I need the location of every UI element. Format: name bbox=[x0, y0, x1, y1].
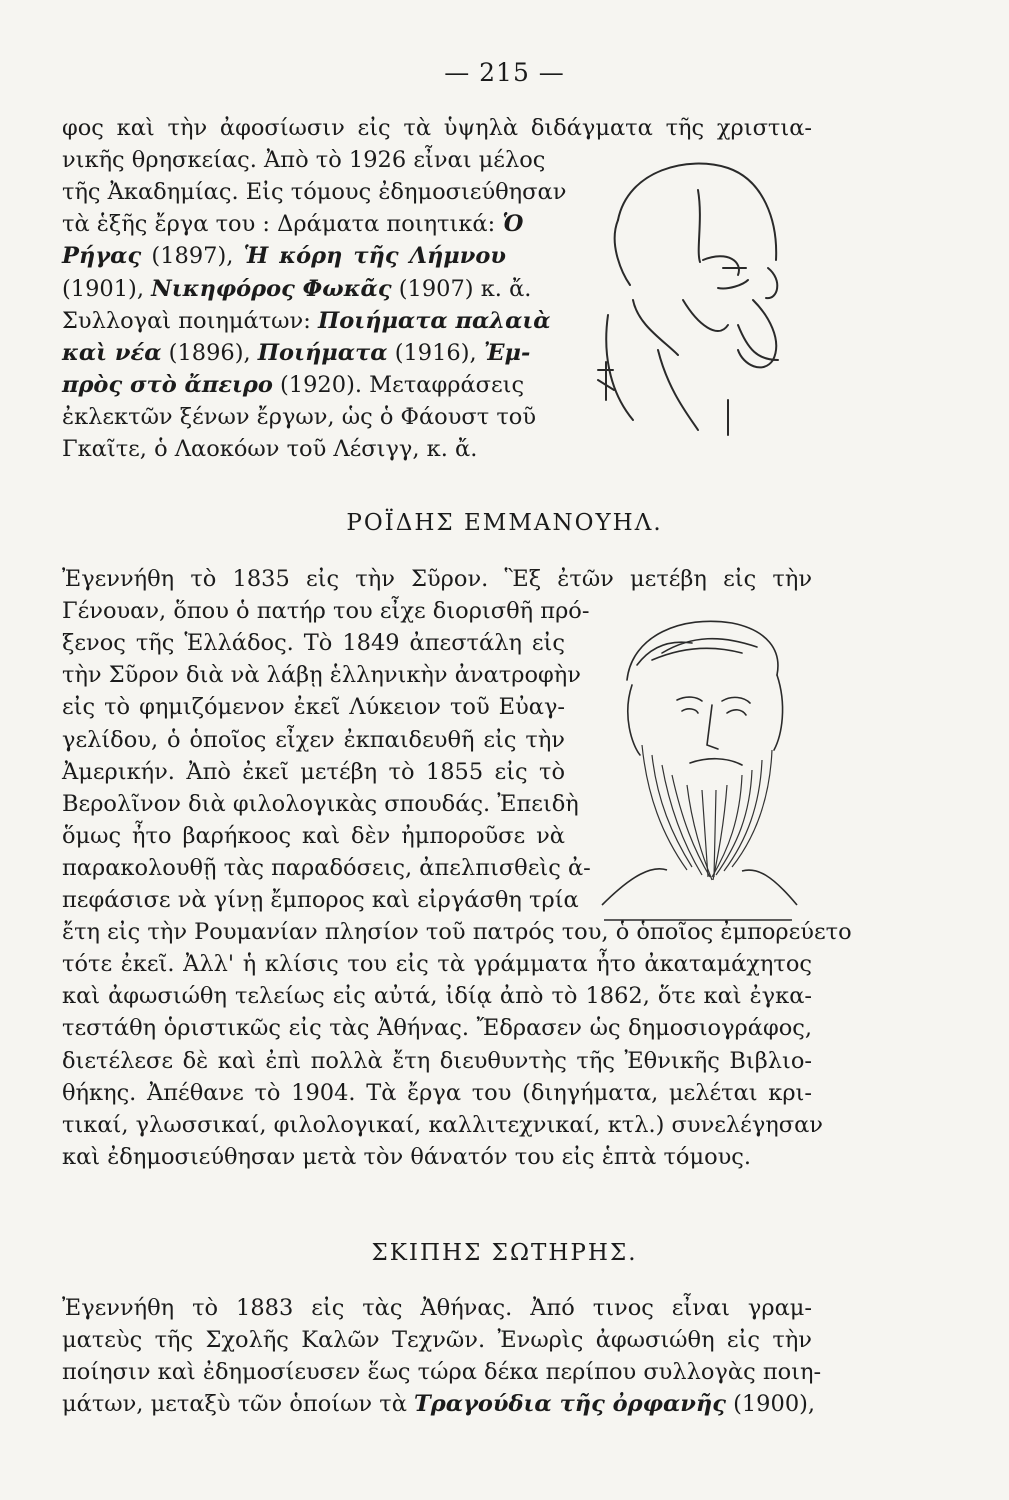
bold-title-span: Ποιήματα παλαιὰ bbox=[317, 307, 551, 334]
text-span: Γένουαν, ὅπου ὁ πατήρ του εἶχε διορισθῆ πρό- bbox=[62, 598, 590, 625]
text-line bbox=[62, 337, 531, 369]
text-line bbox=[62, 1324, 812, 1356]
text-line bbox=[62, 176, 567, 208]
text-span: θήκης. Ἀπέθανε τὸ 1904. Τὰ ἔργα του (διηγήματα, μελέται κρι- bbox=[62, 1079, 812, 1106]
text-span: εἰς τὸ φημιζόμενον ἐκεῖ Λύκειον τοῦ Εὐαγ- bbox=[62, 694, 565, 721]
text-line bbox=[62, 691, 565, 723]
text-span: τὴν Σῦρον διὰ νὰ λάβῃ ἑλληνικὴν ἀνατροφὴν bbox=[62, 662, 581, 689]
text-span: νικῆς θρησκείας. Ἀπὸ τὸ 1926 εἶναι μέλος bbox=[62, 147, 546, 174]
text-span: γελίδου, ὁ ὁποῖος εἶχεν ἐκπαιδευθῆ εἰς τὴν bbox=[62, 726, 565, 753]
bold-title-span: Ρήγας bbox=[62, 243, 142, 270]
text-span: τῆς Ἀκαδημίας. Εἰς τόμους ἐδημοσιεύθησαν bbox=[62, 179, 567, 206]
text-line bbox=[62, 852, 591, 884]
skipis-heading: ΣΚΙΠΗΣ ΣΩΤΗΡΗΣ. bbox=[371, 1240, 638, 1266]
text-line bbox=[62, 240, 506, 272]
caricature-portrait bbox=[578, 150, 798, 450]
text-line bbox=[62, 627, 565, 659]
text-line bbox=[62, 1012, 812, 1044]
text-line bbox=[62, 305, 551, 337]
text-span: Συλλογαὶ ποιημάτων: bbox=[62, 307, 318, 334]
page-number: — 215 — bbox=[444, 58, 565, 87]
text-span: Ἀμερικήν. Ἀπὸ ἐκεῖ μετέβη τὸ 1855 εἰς τὸ bbox=[62, 758, 565, 785]
text-span: (1897), bbox=[141, 243, 244, 270]
text-span: (1920). Μεταφράσεις bbox=[272, 371, 525, 398]
bold-title-span: Τραγούδια τῆς ὀρφανῆς bbox=[414, 1391, 726, 1418]
text-span: καὶ ἐδημοσιεύθησαν μετὰ τὸν θάνατόν του εἰς ἑπτὰ τόμους. bbox=[62, 1143, 752, 1170]
text-span: τότε ἐκεῖ. Ἀλλ' ἡ κλίσις του εἰς τὰ γράμματα ἦτο ἀκαταμάχητος bbox=[62, 951, 812, 978]
text-line bbox=[62, 401, 537, 433]
text-span: φος καὶ τὴν ἀφοσίωσιν εἰς τὰ ὑψηλὰ διδάγματα τῆς χριστια- bbox=[62, 115, 812, 141]
text-span: Γκαῖτε, ὁ Λαοκόων τοῦ Λέσιγγ, κ. ἄ. bbox=[62, 436, 478, 462]
text-line bbox=[62, 595, 590, 627]
text-line bbox=[62, 980, 812, 1012]
text-line bbox=[62, 788, 579, 820]
text-span: ματεὺς τῆς Σχολῆς Καλῶν Τεχνῶν. Ἐνωρὶς ἀφωσιώθη εἰς τὴν bbox=[62, 1327, 812, 1354]
text-span: (1900), bbox=[725, 1391, 816, 1418]
text-line bbox=[62, 1109, 823, 1141]
bold-title-span: Ποιήματα bbox=[257, 339, 388, 366]
bold-title-span: Ὁ bbox=[502, 211, 524, 238]
bold-title-span: Νικηφόρος Φωκᾶς bbox=[151, 275, 392, 302]
text-line bbox=[62, 112, 812, 144]
text-span: καὶ ἀφωσιώθη τελείως εἰς αὐτά, ἰδίᾳ ἀπὸ τὸ 1862, ὅτε καὶ ἐγκα- bbox=[62, 983, 812, 1010]
text-span: μάτων, μεταξὺ τῶν ὁποίων τὰ bbox=[62, 1391, 415, 1418]
text-line bbox=[62, 433, 506, 465]
text-line bbox=[62, 884, 579, 916]
text-line bbox=[62, 724, 565, 756]
text-span: τικαί, γλωσσικαί, φιλολογικαί, καλλιτεχνικαί, κτλ.) συνελέγησαν bbox=[62, 1111, 823, 1138]
text-line bbox=[62, 1077, 812, 1109]
text-span: Ἐγεννήθη τὸ 1883 εἰς τὰς Ἀθήνας. Ἀπό τινος εἶναι γραμ- bbox=[62, 1295, 812, 1321]
bold-title-span: Ἡ κόρη τῆς Λήμνου bbox=[243, 243, 507, 270]
text-line bbox=[62, 948, 812, 980]
text-line bbox=[62, 1045, 812, 1077]
bold-title-span: καὶ νέα bbox=[62, 339, 162, 366]
text-span: Ἐγεννήθη τὸ 1835 εἰς τὴν Σῦρον. Ἓξ ἐτῶν μετέβη εἰς τὴν bbox=[62, 566, 812, 592]
text-span: ξενος τῆς Ἑλλάδος. Τὸ 1849 ἀπεστάλη εἰς bbox=[62, 630, 565, 657]
text-line bbox=[62, 659, 581, 691]
roidis-portrait bbox=[592, 605, 807, 925]
text-span: διετέλεσε δὲ καὶ ἐπὶ πολλὰ ἔτη διευθυντὴς τῆς Ἐθνικῆς Βιβλιο- bbox=[62, 1047, 812, 1074]
text-line bbox=[62, 1356, 822, 1388]
text-span: (1896), bbox=[161, 339, 258, 366]
text-line bbox=[62, 1388, 816, 1420]
bold-title-span: πρὸς στὸ ἄπειρο bbox=[62, 371, 273, 398]
text-span: ἐκλεκτῶν ξένων ἔργων, ὡς ὁ Φάουστ τοῦ bbox=[62, 403, 537, 430]
text-span: (1916), bbox=[387, 339, 484, 366]
text-span: παρακολουθῇ τὰς παραδόσεις, ἀπελπισθεὶς ἀ- bbox=[62, 854, 591, 881]
text-span: (1907) κ. ἄ. bbox=[391, 275, 532, 302]
roidis-heading: ΡΟΪΔΗΣ ΕΜΜΑΝΟΥΗΛ. bbox=[346, 510, 663, 536]
text-line bbox=[62, 1292, 812, 1324]
text-span: πεφάσισε νὰ γίνῃ ἔμπορος καὶ εἰργάσθη τρία bbox=[62, 887, 579, 913]
text-span: ποίησιν καὶ ἐδημοσίευσεν ἕως τώρα δέκα περίπου συλλογὰς ποιη- bbox=[62, 1359, 822, 1386]
text-line bbox=[62, 1141, 812, 1173]
text-line bbox=[62, 273, 532, 305]
text-span: (1901), bbox=[62, 275, 152, 302]
text-span: τεστάθη ὁριστικῶς εἰς τὰς Ἀθήνας. Ἔδρασεν ὡς δημοσιογράφος, bbox=[62, 1015, 812, 1042]
text-line bbox=[62, 369, 525, 401]
text-line bbox=[62, 820, 565, 852]
text-line bbox=[62, 144, 546, 176]
text-line bbox=[62, 563, 812, 595]
text-span: Βερολῖνον διὰ φιλολογικὰς σπουδάς. Ἐπειδὴ bbox=[62, 790, 579, 817]
text-span: ὅμως ἦτο βαρήκοος καὶ δὲν ἠμποροῦσε νὰ bbox=[62, 822, 565, 849]
bold-title-span: Ἐμ- bbox=[483, 339, 531, 366]
text-span: τὰ ἑξῆς ἔργα του : Δράματα ποιητικά: bbox=[62, 211, 503, 238]
text-span: ἔτη εἰς τὴν Ρουμανίαν πλησίον τοῦ πατρός του, ὁ ὁποῖος ἐμπορεύετο bbox=[62, 919, 852, 946]
text-line bbox=[62, 208, 524, 240]
text-line bbox=[62, 756, 565, 788]
